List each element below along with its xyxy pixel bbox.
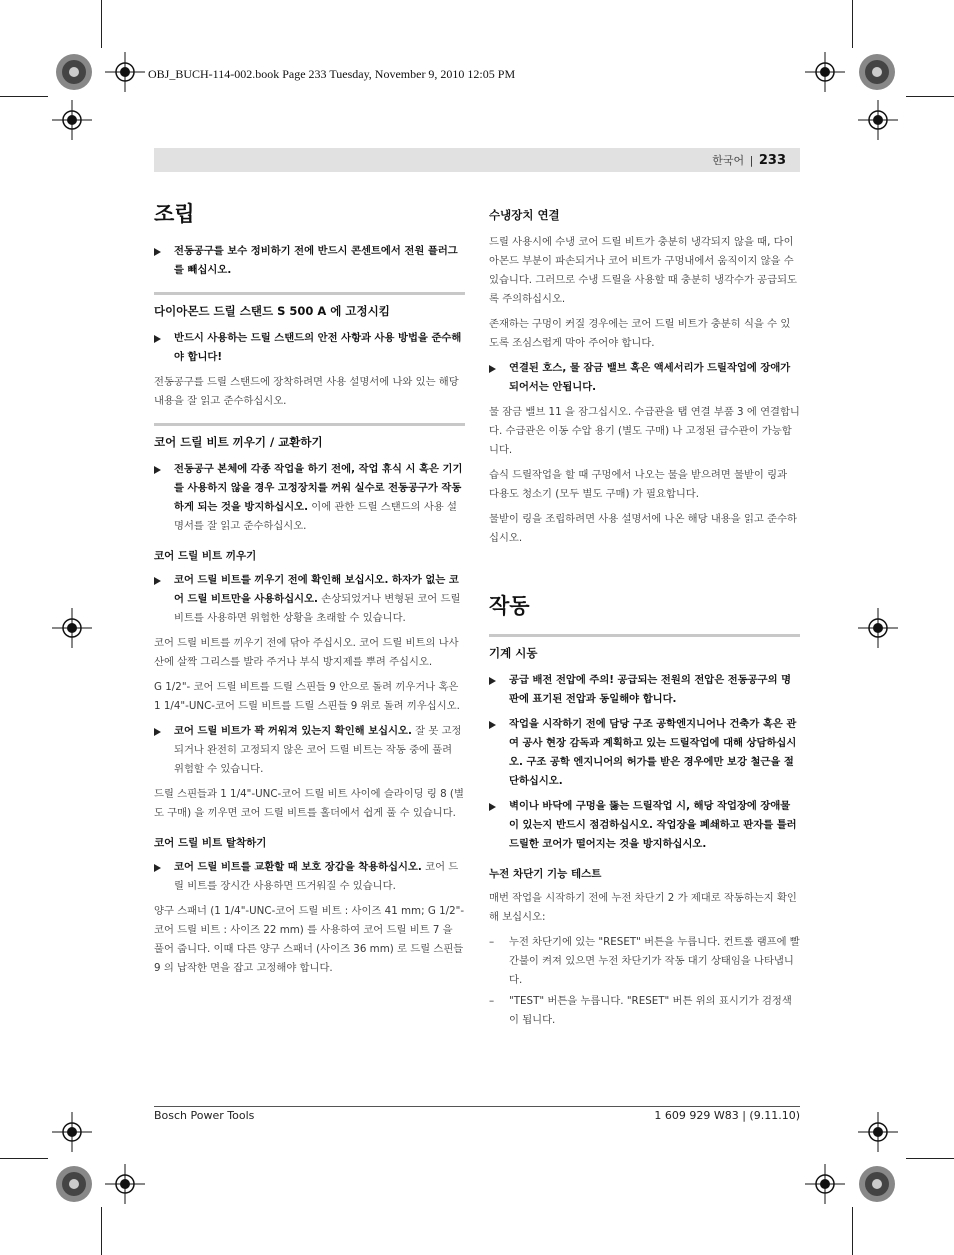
warning-text: 코어 드릴 비트를 교환할 때 보호 장갑을 착용하십시오. [174,861,422,873]
heading-drill-stand: 다이아몬드 드릴 스탠드 S 500 A 에 고정시킴 [154,292,465,319]
paragraph: 드릴 스핀들과 1 1/4"-UNC-코어 드릴 비트 사이에 슬라이딩 링 8 (별도 구매) 을 끼우면 코어 드릴 비트를 홀더에서 쉽게 풀 수 있습니다. [154,788,464,819]
warning-arrow-icon [154,864,161,872]
warning-text: 공급 배전 전압에 주의! 공급되는 전원의 전압은 전동공구의 명판에 표기된 전압과 동일해야 합니다. [509,674,792,705]
heading-remove-bit: 코어 드릴 비트 탈착하기 [154,837,267,849]
registration-mark-icon [805,52,845,92]
warning-text-normal: 잘 못 고정되거나 완전히 고정되지 않은 코어 드릴 비트는 작동 중에 풀려 위험할 수 있습니다. [174,725,462,775]
warning-text: 반드시 사용하는 드릴 스탠드의 안전 사항과 사용 방법을 준수해야 합니다! [174,332,462,363]
heading-insert-bit: 코어 드릴 비트 끼우기 [154,550,257,562]
paragraph: 존재하는 구멍이 커질 경우에는 코어 드릴 비트가 충분히 식을 수 있도록 조심스럽게 막아 주어야 합니다. [489,318,791,349]
footer-brand: Bosch Power Tools [154,1109,255,1122]
star-target-icon [857,1164,897,1204]
section-title-operation: 작동 [489,594,530,618]
warning-text: 벽이나 바닥에 구멍을 뚫는 드릴작업 시, 해당 작업장에 장애물이 있는지 반드시 점검하십시오. 작업장을 폐쇄하고 판자를 틀러 드릴한 코어가 떨어지는 것을 방지하십시오. [509,800,797,850]
paragraph: 물받이 링을 조립하려면 사용 설명서에 나온 해당 내용을 읽고 준수하십시오. [489,513,797,544]
warning-text: 코어 드릴 비트가 꽉 꺼워져 있는지 확인해 보십시오. [174,725,412,737]
warning-drill-stand [154,329,465,367]
registration-mark-icon [858,1112,898,1152]
header-text [712,152,786,168]
paragraph: 양구 스패너 (1 1/4"-UNC-코어 드릴 비트 : 사이즈 41 mm; G 1/2"- 코어 드릴 비트 : 사이즈 22 mm) 를 사용하여 코어 드릴 비트 7 을 풀어 줍니다. 이때 다른 양구 스패너 (사이즈 36 mm) 로 드릴 스핀들 9 의 납작한 면을 잡고 고정해야 합니다. [154,905,465,974]
warning-text-normal: 이에 관한 드릴 스탠드의 사용 설명서를 잘 읽고 준수하십시오. [174,501,457,532]
paragraph: 코어 드릴 비트를 끼우기 전에 닦아 주십시오. 코어 드릴 비트의 나사산에 살짝 그리스를 발라 주거나 부식 방지제를 뿌려 주십시오. [154,637,459,668]
warning-text-normal: 손상되었거나 변형된 코어 드릴 비트를 사용하면 위험한 상황을 초래할 수 있습니다. [174,593,461,624]
warning-hose [489,359,800,397]
paragraph: 매번 작업을 시작하기 전에 누전 차단기 2 가 제대로 작동하는지 확인해 보십시오: [489,892,797,923]
registration-mark-icon [105,1164,145,1204]
paragraph: 습식 드릴작업을 할 때 구멍에서 나오는 물을 받으려면 물받이 링과 다용도 청소기 (모두 별도 구매) 가 필요합니다. [489,469,788,500]
warning-text: 작업을 시작하기 전에 담당 구조 공학엔지니어나 건축가 혹은 관여 공사 현장 감독과 계획하고 있는 드릴작업에 대해 상담하십시오. 구조 공학 엔지니어의 허가를 받은 경우에만 보강 철근을 절단하십시오. [509,718,797,787]
section-title-assembly: 조립 [154,202,195,226]
crop-line [852,0,853,48]
star-target-icon [54,52,94,92]
right-column [489,207,800,1032]
warning-arrow-icon [489,677,496,685]
warning-arrow-icon [154,577,161,585]
list-item [489,992,800,1030]
dash-bullet: – [489,995,495,1007]
warning-text: 전동공구를 보수 정비하기 전에 반드시 콘센트에서 전원 플러그를 빼십시오. [174,245,458,276]
warning-text: 전동공구 본체에 각종 작업을 하기 전에, 작업 휴식 시 혹은 기기를 사용하지 않을 경우 고정장치를 꺼워 실수로 전동공구가 작동하게 되는 것을 방지하십시오. [174,463,463,513]
warning-arrow-icon [154,728,161,736]
list-item [489,933,800,990]
heading-rcd-test: 누전 차단기 기능 테스트 [489,868,602,880]
warning-text-normal: 코어 드릴 비트를 장시간 사용하면 뜨거워질 수 있습니다. [174,861,459,892]
crop-line [0,1158,48,1159]
warning-arrow-icon [154,466,161,474]
warning-bit-tight [154,722,465,779]
dash-bullet: – [489,936,495,948]
crop-line [0,96,48,97]
registration-mark-icon [52,608,92,648]
warning-text: 연결된 호스, 물 잠금 밸브 혹은 액세서리가 드릴작업에 장애가 되어서는 안됩니다. [509,362,791,393]
header-separator: | [749,154,754,167]
footer-doc-code: 1 609 929 W83 | (9.11.10) [654,1109,800,1122]
crop-line [906,1158,954,1159]
heading-core-bit-change: 코어 드릴 비트 끼우기 / 교환하기 [154,423,465,450]
crop-line [852,1207,853,1255]
left-column [154,198,465,984]
star-target-icon [54,1164,94,1204]
footer-rule [154,1106,800,1107]
print-meta-line: OBJ_BUCH-114-002.book Page 233 Tuesday, November 9, 2010 12:05 PM [148,67,516,81]
warning-work-area [489,797,800,854]
heading-starting-operation: 기계 시동 [489,634,800,661]
paragraph: 드릴 사용시에 수냉 코어 드릴 비트가 충분히 냉각되지 않을 때, 다이아몬드 부분이 파손되거나 코어 비트가 구멍내에서 움직이지 않을 수 있습니다. 그러므로 수냉 드릴을 사용할 때 충분히 냉각수가 공급되도록 주의하십시오. [489,236,797,305]
list-item-text: 누전 차단기에 있는 "RESET" 버튼을 누릅니다. 컨트롤 램프에 빨간불이 켜져 있으면 누전 차단기가 작동 대기 상태임을 나타냅니다. [509,936,800,986]
warning-text: 코어 드릴 비트를 끼우기 전에 확인해 보십시오. 하자가 없는 코어 드릴 비트만을 사용하십시오. [174,574,459,605]
warning-arrow-icon [154,248,161,256]
registration-mark-icon [858,608,898,648]
crop-line [906,96,954,97]
warning-lock [154,460,465,536]
header-language: 한국어 [712,154,745,167]
paragraph: 전동공구를 드릴 스탠드에 장착하려면 사용 설명서에 나와 있는 해당 내용을 잘 읽고 준수하십시오. [154,376,459,407]
warning-gloves [154,858,465,896]
crop-line [101,0,102,48]
registration-mark-icon [858,100,898,140]
registration-mark-icon [805,1164,845,1204]
list-item-text: "TEST" 버튼을 누릅니다. "RESET" 버튼 위의 표시기가 검정색이 됩니다. [509,995,792,1026]
warning-check-bit [154,571,465,628]
warning-voltage [489,671,800,709]
paragraph: 물 잠금 밸브 11 을 잠그십시오. 수급관을 탭 연결 부품 3 에 연결합니다. 수급관은 이동 수압 용기 (별도 구매) 나 고정된 급수관이 가능합니다. [489,406,800,456]
warning-arrow-icon [154,335,161,343]
star-target-icon [857,52,897,92]
warning-arrow-icon [489,803,496,811]
warning-unplug [154,242,465,280]
warning-arrow-icon [489,721,496,729]
heading-water-supply: 수냉장치 연결 [489,208,560,222]
registration-mark-icon [52,100,92,140]
registration-mark-icon [52,1112,92,1152]
warning-structural-engineer [489,715,800,791]
paragraph: G 1/2"- 코어 드릴 비트를 드릴 스핀들 9 안으로 돌려 끼우거나 혹은 1 1/4"-UNC-코어 드릴 비트를 드릴 스핀들 9 위로 돌려 끼우십시오. [154,681,460,712]
page-number: 233 [758,153,786,168]
warning-arrow-icon [489,365,496,373]
page-header [154,148,800,172]
crop-line [101,1207,102,1255]
registration-mark-icon [105,52,145,92]
